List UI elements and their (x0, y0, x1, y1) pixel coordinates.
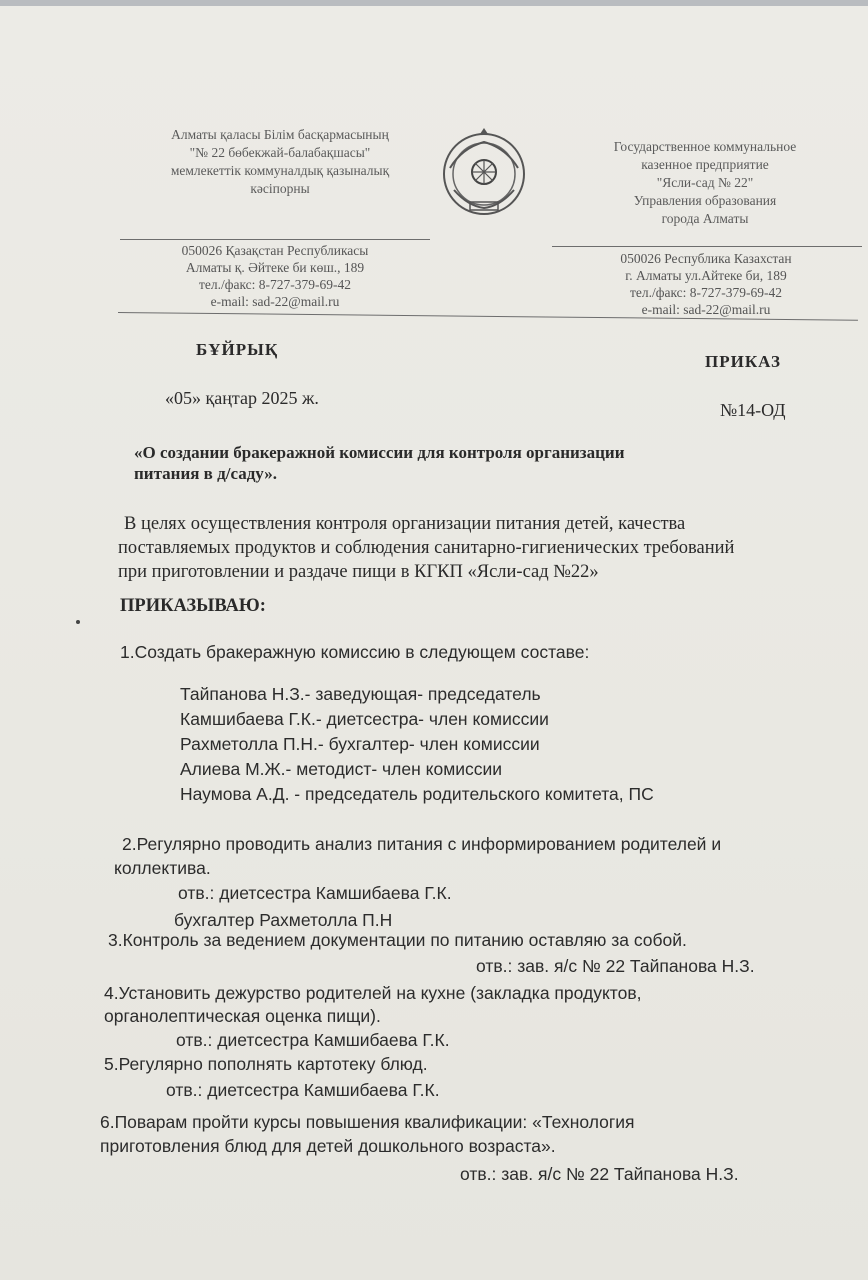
responsible-line: отв.: диетсестра Камшибаева Г.К. (178, 883, 452, 903)
kz-address-block (140, 242, 410, 310)
title-kz: БҰЙРЫҚ (196, 340, 279, 359)
ru-address-line: e-mail: sad-22@mail.ru (641, 302, 771, 317)
ru-address-line: 050026 Республика Казахстан (620, 251, 792, 266)
order-date: «05» қаңтар 2025 ж. (165, 388, 319, 408)
item-5: 5.Регулярно пополнять картотеку блюд. (104, 1054, 428, 1074)
item-3-responsible: отв.: зав. я/с № 22 Тайпанова Н.З. (476, 956, 755, 976)
kz-address-line: тел./факс: 8-727-379-69-42 (198, 277, 352, 292)
ru-address-line: тел./факс: 8-727-379-69-42 (629, 285, 783, 300)
order-subject (134, 442, 625, 484)
item-4-line: 4.Установить дежурство родителей на кухне (закладка продуктов, (104, 983, 642, 1003)
ru-org-line: "Ясли-сад № 22" (656, 175, 754, 190)
item-4-line: органолептическая оценка пищи). (104, 1006, 381, 1026)
ru-org-line: Управления образования (633, 193, 777, 208)
item-5-responsible: отв.: диетсестра Камшибаева Г.К. (166, 1080, 440, 1100)
ru-org-line: Государственное коммунальное (613, 139, 797, 154)
preamble-line: при приготовлении и раздаче пищи в КГКП «Ясли-сад №22» (118, 562, 599, 582)
item-6-line: приготовления блюд для детей дошкольного возраста». (100, 1136, 556, 1156)
order-number: №14-ОД (720, 400, 786, 420)
kz-address-line: e-mail: sad-22@mail.ru (210, 294, 340, 309)
preamble-line: поставляемых продуктов и соблюдения санитарно-гигиенических требований (118, 538, 735, 558)
ru-org-block (590, 138, 820, 228)
kz-address-line: Алматы қ. Әйтеке би көш., 189 (185, 260, 365, 275)
item-2-line: коллектива. (114, 858, 211, 878)
list-item: Тайпанова Н.З.- заведующая- председатель (180, 684, 541, 704)
list-item: Рахметолла П.Н.- бухгалтер- член комиссии (180, 734, 540, 754)
kz-org-line: Алматы қаласы Білім басқармасының (171, 127, 389, 142)
item-2-responsible (174, 880, 452, 934)
preamble (118, 512, 734, 584)
kz-org-line: кәсіпорны (250, 181, 310, 196)
ru-org-line: города Алматы (661, 211, 749, 226)
ru-address-line: г. Алматы ул.Айтеке би, 189 (625, 268, 787, 283)
kz-org-block (130, 126, 430, 198)
subject-line: питания в д/саду». (134, 464, 277, 483)
list-item: Наумова А.Д. - председатель родительского комитета, ПС (180, 784, 654, 804)
member-list (180, 682, 654, 807)
header-rule-left (120, 239, 430, 240)
ru-address-block (592, 250, 820, 318)
kz-address-line: 050026 Қазақстан Республикасы (181, 243, 369, 258)
item-1: 1.Создать бракеражную комиссию в следующем составе: (120, 642, 590, 662)
responsible-line: бухгалтер Рахметолла П.Н (174, 910, 393, 930)
margin-dot (76, 620, 80, 624)
kz-org-line: мемлекеттік коммуналдық қазыналық (170, 163, 390, 178)
ru-org-line: казенное предприятие (641, 157, 769, 172)
item-2-line: 2.Регулярно проводить анализ питания с информированием родителей и (122, 834, 722, 854)
item-6-line: 6.Поварам пройти курсы повышения квалификации: «Технология (100, 1112, 635, 1132)
item-6-responsible: отв.: зав. я/с № 22 Тайпанова Н.З. (460, 1164, 739, 1184)
order-word: ПРИКАЗЫВАЮ: (120, 596, 266, 616)
preamble-line: В целях осуществления контроля организации питания детей, качества (124, 514, 686, 534)
item-2 (114, 832, 721, 880)
subject-line: «О создании бракеражной комиссии для контроля организации (134, 443, 625, 462)
state-emblem-icon (440, 128, 528, 218)
document-page (0, 6, 868, 1280)
header-rule-right (552, 246, 862, 247)
kz-org-line: "№ 22 бөбекжай-балабақшасы" (189, 145, 371, 160)
item-4-responsible: отв.: диетсестра Камшибаева Г.К. (176, 1030, 450, 1050)
item-6 (100, 1110, 634, 1158)
item-3: 3.Контроль за ведением документации по питанию оставляю за собой. (108, 930, 687, 950)
title-ru: ПРИКАЗ (705, 352, 781, 371)
list-item: Камшибаева Г.К.- диетсестра- член комиссии (180, 709, 549, 729)
list-item: Алиева М.Ж.- методист- член комиссии (180, 759, 503, 779)
item-4 (104, 982, 642, 1028)
